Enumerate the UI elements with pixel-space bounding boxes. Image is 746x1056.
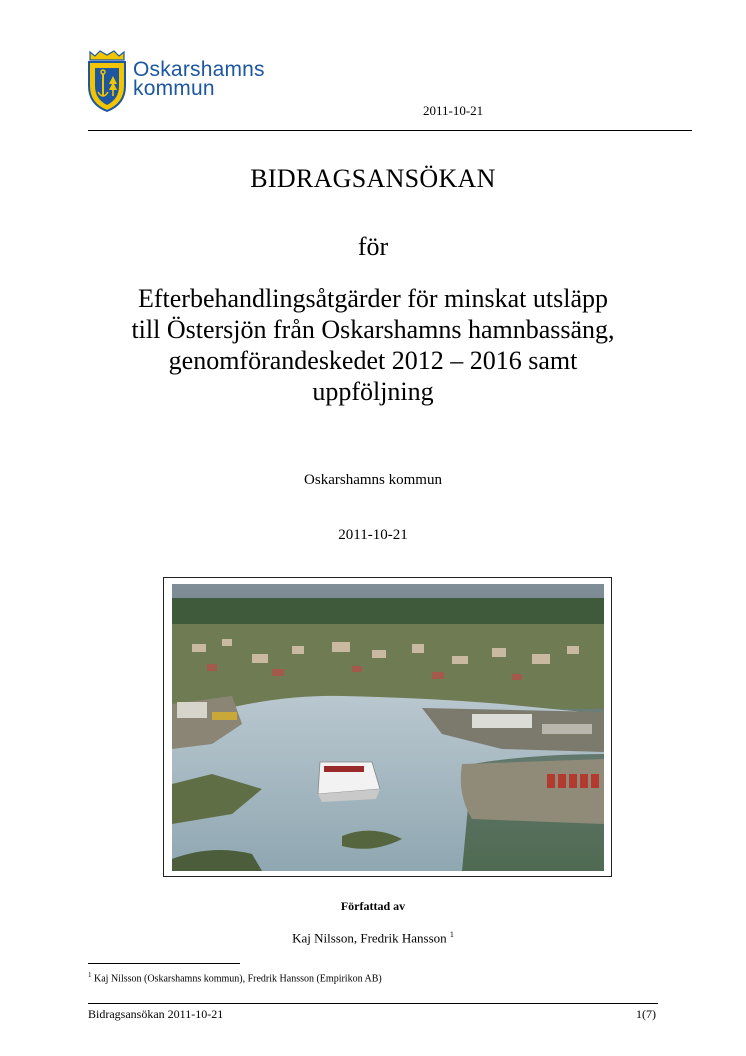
footer-divider xyxy=(88,1003,658,1004)
logo-wordmark xyxy=(133,60,265,98)
coat-of-arms-icon xyxy=(86,50,128,112)
subject-line: Efterbehandlingsåtgärder för minskat utsläpp xyxy=(137,284,609,313)
document-date: 2011-10-21 xyxy=(338,527,408,543)
subject-line: uppföljning xyxy=(312,377,434,406)
footnote-mark: 1 xyxy=(88,971,92,979)
author-names: Kaj Nilsson, Fredrik Hansson xyxy=(292,930,447,946)
aerial-harbour-image xyxy=(172,584,604,871)
author-list xyxy=(60,930,686,946)
author-heading: Författad av xyxy=(340,899,406,913)
subject-line: genomförandeskedet 2012 – 2016 samt xyxy=(168,346,578,375)
document-subject xyxy=(60,283,686,407)
header-divider xyxy=(88,130,692,131)
header-date: 2011-10-21 xyxy=(423,103,484,118)
page-number: 1(7) xyxy=(636,1007,656,1021)
municipality-logo xyxy=(86,50,306,114)
footnote-reference: 1 xyxy=(449,930,454,939)
subject-line: till Östersjön från Oskarshamns hamnbassäng, xyxy=(131,315,615,344)
logo-line-1: Oskarshamns xyxy=(133,58,265,81)
harbour-photo xyxy=(163,577,612,877)
title-connector: för xyxy=(357,232,389,261)
document-title: BIDRAGSANSÖKAN xyxy=(250,164,496,193)
footnote-text: Kaj Nilsson (Oskarshamns kommun), Fredrik Hansson (Empirikon AB) xyxy=(94,973,382,985)
footer-document-label: Bidragsansökan 2011-10-21 xyxy=(88,1007,224,1021)
footnote-divider xyxy=(88,963,240,964)
logo-line-2: kommun xyxy=(133,77,215,100)
footnote xyxy=(88,971,382,984)
organization-name: Oskarshamns kommun xyxy=(304,472,442,488)
